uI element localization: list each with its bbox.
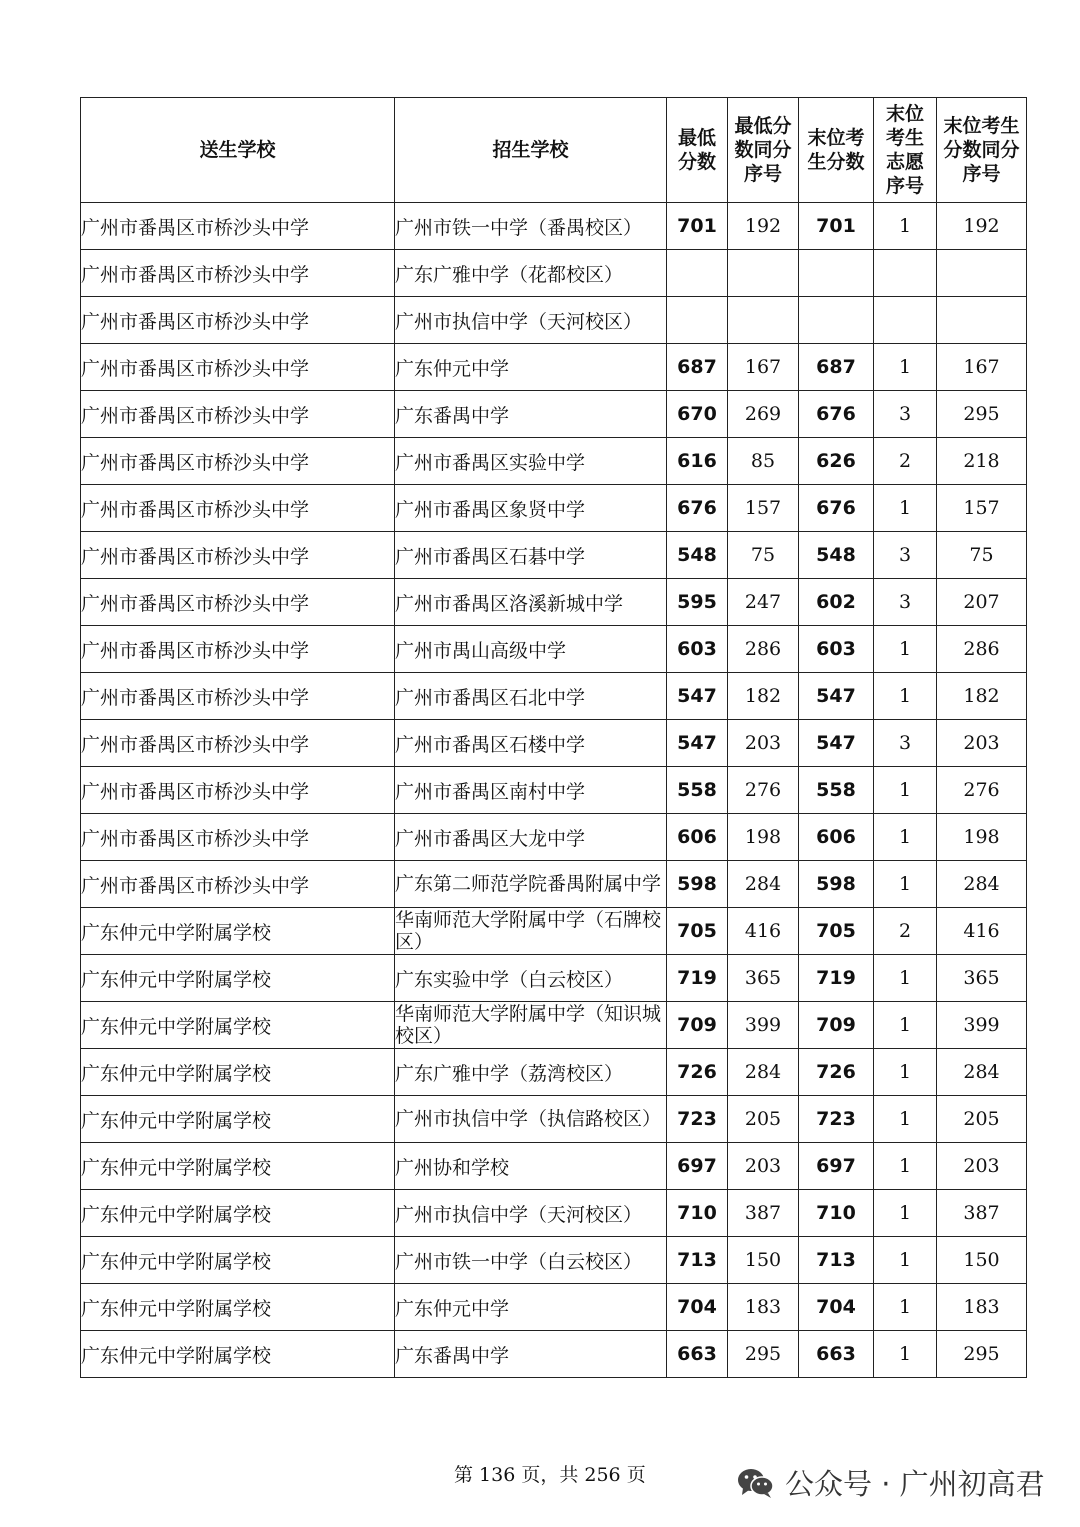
last-preference-cell: 1 bbox=[874, 955, 937, 1002]
sender-school-cell: 广州市番禺区市桥沙头中学 bbox=[81, 861, 395, 908]
last-preference-cell: 1 bbox=[874, 814, 937, 861]
last-score-cell: 663 bbox=[799, 1331, 874, 1378]
min-score-rank-cell: 205 bbox=[728, 1096, 799, 1143]
sender-school-cell: 广东仲元中学附属学校 bbox=[81, 1331, 395, 1378]
table-row bbox=[81, 1143, 1027, 1190]
last-score-cell: 548 bbox=[799, 532, 874, 579]
last-preference-cell: 1 bbox=[874, 203, 937, 250]
last-score-cell: 723 bbox=[799, 1096, 874, 1143]
table-row bbox=[81, 720, 1027, 767]
last-score-rank-cell: 203 bbox=[937, 1143, 1027, 1190]
header-min-score: 最低 分数 bbox=[667, 98, 728, 203]
recruiting-school-cell: 广州市番禺区石碁中学 bbox=[395, 532, 667, 579]
last-preference-cell: 2 bbox=[874, 908, 937, 955]
min-score-cell: 687 bbox=[667, 344, 728, 391]
min-score-rank-cell bbox=[728, 250, 799, 297]
recruiting-school-cell: 广东广雅中学（花都校区） bbox=[395, 250, 667, 297]
last-score-rank-cell: 399 bbox=[937, 1002, 1027, 1049]
last-score-cell: 602 bbox=[799, 579, 874, 626]
min-score-cell: 670 bbox=[667, 391, 728, 438]
min-score-cell: 616 bbox=[667, 438, 728, 485]
table-row bbox=[81, 391, 1027, 438]
recruiting-school-cell: 广州市番禺区实验中学 bbox=[395, 438, 667, 485]
recruiting-school-cell: 广州市执信中学（天河校区） bbox=[395, 297, 667, 344]
recruiting-school-cell: 广州市禺山高级中学 bbox=[395, 626, 667, 673]
last-score-cell: 606 bbox=[799, 814, 874, 861]
recruiting-school-cell: 广东番禺中学 bbox=[395, 391, 667, 438]
last-score-rank-cell: 416 bbox=[937, 908, 1027, 955]
recruiting-school-cell: 华南师范大学附属中学（知识城校区） bbox=[395, 1002, 667, 1049]
sender-school-cell: 广州市番禺区市桥沙头中学 bbox=[81, 767, 395, 814]
last-preference-cell: 3 bbox=[874, 720, 937, 767]
min-score-cell: 713 bbox=[667, 1237, 728, 1284]
table-row bbox=[81, 485, 1027, 532]
last-score-rank-cell: 276 bbox=[937, 767, 1027, 814]
min-score-rank-cell: 399 bbox=[728, 1002, 799, 1049]
sender-school-cell: 广州市番禺区市桥沙头中学 bbox=[81, 391, 395, 438]
min-score-rank-cell bbox=[728, 297, 799, 344]
min-score-cell: 704 bbox=[667, 1284, 728, 1331]
table-row bbox=[81, 814, 1027, 861]
watermark-text: 公众号 · 广州初高君 bbox=[785, 1467, 1045, 1501]
recruiting-school-cell: 华南师范大学附属中学（石牌校区） bbox=[395, 908, 667, 955]
last-score-cell: 676 bbox=[799, 485, 874, 532]
min-score-rank-cell: 387 bbox=[728, 1190, 799, 1237]
min-score-rank-cell: 416 bbox=[728, 908, 799, 955]
last-score-rank-cell: 167 bbox=[937, 344, 1027, 391]
last-score-cell: 709 bbox=[799, 1002, 874, 1049]
watermark bbox=[737, 1462, 1045, 1503]
last-score-rank-cell: 182 bbox=[937, 673, 1027, 720]
header-last-preference: 末位 考生 志愿 序号 bbox=[874, 98, 937, 203]
header-recruiting-school: 招生学校 bbox=[395, 98, 667, 203]
recruiting-school-cell: 广州市铁一中学（番禺校区） bbox=[395, 203, 667, 250]
table-row bbox=[81, 532, 1027, 579]
min-score-rank-cell: 192 bbox=[728, 203, 799, 250]
last-preference-cell: 1 bbox=[874, 767, 937, 814]
recruiting-school-cell: 广州协和学校 bbox=[395, 1143, 667, 1190]
table-row bbox=[81, 438, 1027, 485]
last-score-cell: 701 bbox=[799, 203, 874, 250]
sender-school-cell: 广东仲元中学附属学校 bbox=[81, 1002, 395, 1049]
last-score-cell: 704 bbox=[799, 1284, 874, 1331]
sender-school-cell: 广州市番禺区市桥沙头中学 bbox=[81, 485, 395, 532]
min-score-rank-cell: 167 bbox=[728, 344, 799, 391]
min-score-cell: 547 bbox=[667, 673, 728, 720]
min-score-cell: 548 bbox=[667, 532, 728, 579]
table-row bbox=[81, 250, 1027, 297]
sender-school-cell: 广东仲元中学附属学校 bbox=[81, 1284, 395, 1331]
table-row bbox=[81, 203, 1027, 250]
min-score-cell: 719 bbox=[667, 955, 728, 1002]
last-score-cell: 547 bbox=[799, 673, 874, 720]
table-row bbox=[81, 344, 1027, 391]
min-score-cell: 547 bbox=[667, 720, 728, 767]
recruiting-school-cell: 广州市番禺区石楼中学 bbox=[395, 720, 667, 767]
min-score-rank-cell: 85 bbox=[728, 438, 799, 485]
last-score-cell: 687 bbox=[799, 344, 874, 391]
last-score-rank-cell: 387 bbox=[937, 1190, 1027, 1237]
last-score-rank-cell: 207 bbox=[937, 579, 1027, 626]
min-score-rank-cell: 284 bbox=[728, 1049, 799, 1096]
table-row bbox=[81, 955, 1027, 1002]
last-preference-cell: 3 bbox=[874, 579, 937, 626]
last-score-cell: 719 bbox=[799, 955, 874, 1002]
last-score-cell: 547 bbox=[799, 720, 874, 767]
table-row bbox=[81, 908, 1027, 955]
recruiting-school-cell: 广州市执信中学（天河校区） bbox=[395, 1190, 667, 1237]
last-score-rank-cell: 284 bbox=[937, 861, 1027, 908]
min-score-cell: 697 bbox=[667, 1143, 728, 1190]
recruiting-school-cell: 广州市番禺区南村中学 bbox=[395, 767, 667, 814]
sender-school-cell: 广州市番禺区市桥沙头中学 bbox=[81, 673, 395, 720]
table-row bbox=[81, 861, 1027, 908]
last-score-cell: 705 bbox=[799, 908, 874, 955]
last-score-rank-cell: 183 bbox=[937, 1284, 1027, 1331]
min-score-cell: 705 bbox=[667, 908, 728, 955]
sender-school-cell: 广州市番禺区市桥沙头中学 bbox=[81, 814, 395, 861]
min-score-cell: 709 bbox=[667, 1002, 728, 1049]
last-score-rank-cell: 203 bbox=[937, 720, 1027, 767]
min-score-rank-cell: 203 bbox=[728, 720, 799, 767]
min-score-cell: 598 bbox=[667, 861, 728, 908]
recruiting-school-cell: 广东番禺中学 bbox=[395, 1331, 667, 1378]
min-score-cell: 676 bbox=[667, 485, 728, 532]
sender-school-cell: 广州市番禺区市桥沙头中学 bbox=[81, 720, 395, 767]
min-score-cell: 726 bbox=[667, 1049, 728, 1096]
last-preference-cell: 1 bbox=[874, 1002, 937, 1049]
min-score-rank-cell: 182 bbox=[728, 673, 799, 720]
last-score-rank-cell: 157 bbox=[937, 485, 1027, 532]
sender-school-cell: 广州市番禺区市桥沙头中学 bbox=[81, 344, 395, 391]
table-row bbox=[81, 673, 1027, 720]
last-score-rank-cell: 365 bbox=[937, 955, 1027, 1002]
min-score-rank-cell: 284 bbox=[728, 861, 799, 908]
table-row bbox=[81, 1284, 1027, 1331]
last-score-rank-cell bbox=[937, 250, 1027, 297]
last-score-rank-cell: 198 bbox=[937, 814, 1027, 861]
table-row bbox=[81, 1096, 1027, 1143]
last-preference-cell bbox=[874, 250, 937, 297]
recruiting-school-cell: 广东广雅中学（荔湾校区） bbox=[395, 1049, 667, 1096]
last-score-rank-cell: 295 bbox=[937, 1331, 1027, 1378]
last-score-cell: 603 bbox=[799, 626, 874, 673]
last-score-cell: 710 bbox=[799, 1190, 874, 1237]
last-score-cell: 626 bbox=[799, 438, 874, 485]
last-preference-cell: 1 bbox=[874, 626, 937, 673]
sender-school-cell: 广东仲元中学附属学校 bbox=[81, 1143, 395, 1190]
last-preference-cell: 1 bbox=[874, 1331, 937, 1378]
sender-school-cell: 广州市番禺区市桥沙头中学 bbox=[81, 438, 395, 485]
last-score-rank-cell: 75 bbox=[937, 532, 1027, 579]
last-preference-cell: 1 bbox=[874, 1237, 937, 1284]
last-preference-cell: 1 bbox=[874, 1096, 937, 1143]
min-score-cell: 663 bbox=[667, 1331, 728, 1378]
min-score-rank-cell: 157 bbox=[728, 485, 799, 532]
last-score-rank-cell bbox=[937, 297, 1027, 344]
last-score-rank-cell: 150 bbox=[937, 1237, 1027, 1284]
header-sender-school: 送生学校 bbox=[81, 98, 395, 203]
last-score-cell: 697 bbox=[799, 1143, 874, 1190]
last-score-rank-cell: 286 bbox=[937, 626, 1027, 673]
sender-school-cell: 广东仲元中学附属学校 bbox=[81, 955, 395, 1002]
recruiting-school-cell: 广东第二师范学院番禺附属中学 bbox=[395, 861, 667, 908]
table-row bbox=[81, 579, 1027, 626]
recruiting-school-cell: 广州市铁一中学（白云校区） bbox=[395, 1237, 667, 1284]
recruiting-school-cell: 广州市执信中学（执信路校区） bbox=[395, 1096, 667, 1143]
last-preference-cell: 1 bbox=[874, 344, 937, 391]
min-score-cell: 603 bbox=[667, 626, 728, 673]
recruiting-school-cell: 广州市番禺区大龙中学 bbox=[395, 814, 667, 861]
last-score-cell bbox=[799, 250, 874, 297]
min-score-cell: 701 bbox=[667, 203, 728, 250]
wechat-icon bbox=[737, 1467, 775, 1499]
last-score-cell: 558 bbox=[799, 767, 874, 814]
last-score-cell: 713 bbox=[799, 1237, 874, 1284]
min-score-rank-cell: 276 bbox=[728, 767, 799, 814]
min-score-rank-cell: 247 bbox=[728, 579, 799, 626]
sender-school-cell: 广东仲元中学附属学校 bbox=[81, 1237, 395, 1284]
sender-school-cell: 广州市番禺区市桥沙头中学 bbox=[81, 203, 395, 250]
recruiting-school-cell: 广东实验中学（白云校区） bbox=[395, 955, 667, 1002]
min-score-rank-cell: 203 bbox=[728, 1143, 799, 1190]
min-score-rank-cell: 269 bbox=[728, 391, 799, 438]
last-preference-cell: 1 bbox=[874, 1049, 937, 1096]
last-score-rank-cell: 192 bbox=[937, 203, 1027, 250]
min-score-rank-cell: 286 bbox=[728, 626, 799, 673]
min-score-rank-cell: 365 bbox=[728, 955, 799, 1002]
header-min-score-rank: 最低分 数同分 序号 bbox=[728, 98, 799, 203]
min-score-rank-cell: 150 bbox=[728, 1237, 799, 1284]
last-preference-cell bbox=[874, 297, 937, 344]
last-score-cell: 676 bbox=[799, 391, 874, 438]
table-row bbox=[81, 1190, 1027, 1237]
min-score-cell: 710 bbox=[667, 1190, 728, 1237]
table-header-row bbox=[81, 98, 1027, 203]
table-row bbox=[81, 626, 1027, 673]
last-score-rank-cell: 295 bbox=[937, 391, 1027, 438]
recruiting-school-cell: 广州市番禺区石北中学 bbox=[395, 673, 667, 720]
last-preference-cell: 1 bbox=[874, 673, 937, 720]
header-last-score-rank: 末位考生 分数同分 序号 bbox=[937, 98, 1027, 203]
sender-school-cell: 广州市番禺区市桥沙头中学 bbox=[81, 250, 395, 297]
table-row bbox=[81, 1237, 1027, 1284]
last-preference-cell: 1 bbox=[874, 1190, 937, 1237]
min-score-cell bbox=[667, 297, 728, 344]
recruiting-school-cell: 广东仲元中学 bbox=[395, 344, 667, 391]
table-row bbox=[81, 1049, 1027, 1096]
last-preference-cell: 1 bbox=[874, 861, 937, 908]
last-preference-cell: 2 bbox=[874, 438, 937, 485]
sender-school-cell: 广州市番禺区市桥沙头中学 bbox=[81, 297, 395, 344]
table-row bbox=[81, 297, 1027, 344]
table-row bbox=[81, 767, 1027, 814]
sender-school-cell: 广州市番禺区市桥沙头中学 bbox=[81, 626, 395, 673]
min-score-rank-cell: 183 bbox=[728, 1284, 799, 1331]
recruiting-school-cell: 广州市番禺区象贤中学 bbox=[395, 485, 667, 532]
admission-score-table bbox=[80, 97, 1027, 1378]
sender-school-cell: 广东仲元中学附属学校 bbox=[81, 1049, 395, 1096]
last-score-rank-cell: 218 bbox=[937, 438, 1027, 485]
page-number: 第 136 页，共 256 页 bbox=[454, 1464, 646, 1486]
sender-school-cell: 广东仲元中学附属学校 bbox=[81, 1096, 395, 1143]
last-score-rank-cell: 205 bbox=[937, 1096, 1027, 1143]
last-score-cell: 598 bbox=[799, 861, 874, 908]
last-preference-cell: 1 bbox=[874, 485, 937, 532]
last-preference-cell: 1 bbox=[874, 1284, 937, 1331]
last-score-rank-cell: 284 bbox=[937, 1049, 1027, 1096]
last-preference-cell: 1 bbox=[874, 1143, 937, 1190]
sender-school-cell: 广东仲元中学附属学校 bbox=[81, 908, 395, 955]
sender-school-cell: 广州市番禺区市桥沙头中学 bbox=[81, 579, 395, 626]
table-body bbox=[81, 203, 1027, 1378]
last-preference-cell: 3 bbox=[874, 532, 937, 579]
min-score-cell: 723 bbox=[667, 1096, 728, 1143]
last-score-cell: 726 bbox=[799, 1049, 874, 1096]
sender-school-cell: 广东仲元中学附属学校 bbox=[81, 1190, 395, 1237]
min-score-cell: 595 bbox=[667, 579, 728, 626]
min-score-rank-cell: 198 bbox=[728, 814, 799, 861]
table-row bbox=[81, 1331, 1027, 1378]
min-score-cell: 558 bbox=[667, 767, 728, 814]
table-row bbox=[81, 1002, 1027, 1049]
last-score-cell bbox=[799, 297, 874, 344]
min-score-cell bbox=[667, 250, 728, 297]
recruiting-school-cell: 广东仲元中学 bbox=[395, 1284, 667, 1331]
sender-school-cell: 广州市番禺区市桥沙头中学 bbox=[81, 532, 395, 579]
recruiting-school-cell: 广州市番禺区洛溪新城中学 bbox=[395, 579, 667, 626]
min-score-cell: 606 bbox=[667, 814, 728, 861]
last-preference-cell: 3 bbox=[874, 391, 937, 438]
min-score-rank-cell: 295 bbox=[728, 1331, 799, 1378]
header-last-score: 末位考 生分数 bbox=[799, 98, 874, 203]
min-score-rank-cell: 75 bbox=[728, 532, 799, 579]
